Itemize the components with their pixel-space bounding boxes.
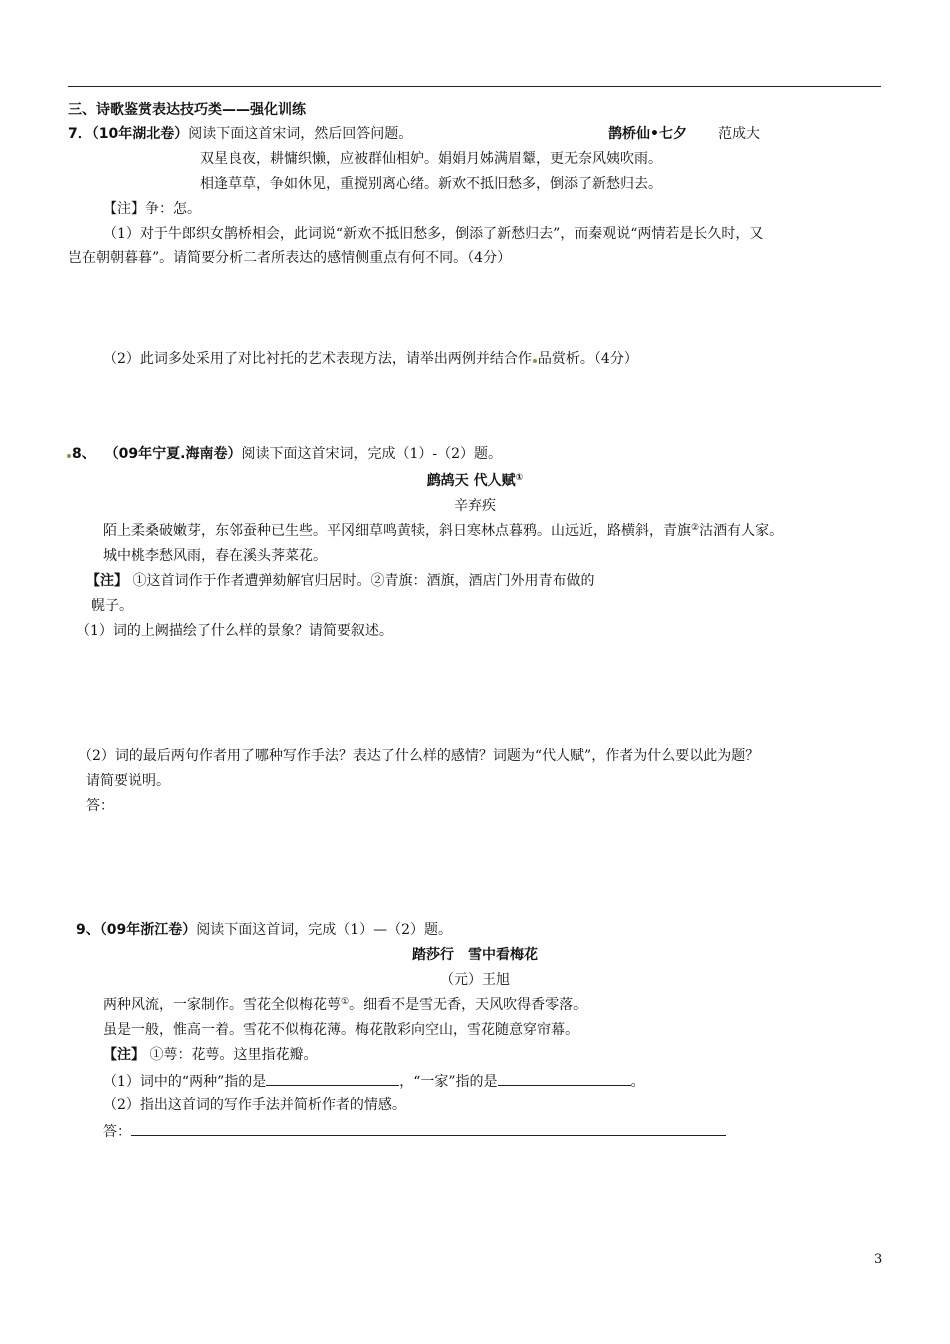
- q7-header: [68, 125, 412, 143]
- q8-sub2-line-2: 请简要说明。: [86, 773, 170, 789]
- q9-poem-line-1b: 。细看不是雪无香，天风吹得香零落。: [349, 997, 588, 1013]
- q7-prompt: 阅读下面这首宋词，然后回答问题。: [188, 126, 413, 142]
- q8-note: [86, 572, 594, 590]
- q7-poem-line-2: 相逢草草，争如休见，重搅别离心绪。新欢不抵旧愁多，倒添了新愁归去。: [200, 176, 662, 192]
- q7-poem-line-1: 双星良夜，耕慵织懒，应被群仙相妒。娟娟月姊满眉颦，更无奈风姨吹雨。: [200, 151, 662, 167]
- q8-prompt: 阅读下面这首宋词，完成（1）-（2）题。: [241, 446, 503, 462]
- q9-sub2: （2）指出这首词的写作手法并简析作者的情感。: [103, 1097, 406, 1113]
- q9-line-footnote-mark: ①: [341, 997, 350, 1007]
- stray-mark-icon: [533, 359, 537, 363]
- q8-sub2-line-1: （2）词的最后两句作者用了哪种写作手法？表达了什么样的感情？词题为“代人赋”，作者为什么要以此为题？: [78, 748, 760, 764]
- q9-sub1-text-a: （1）词中的“两种”指的是: [103, 1074, 267, 1090]
- q7-number: 7．: [68, 126, 92, 142]
- header-rule: [68, 86, 881, 87]
- q9-note: [103, 1046, 317, 1064]
- q8-poem-title-text: 鹧鸪天 代人赋: [426, 473, 516, 489]
- q8-header: [66, 445, 502, 463]
- q7-source: （10年湖北卷）: [91, 126, 189, 142]
- q9-header: [76, 921, 452, 939]
- q7-note: 【注】争：怎。: [103, 201, 201, 217]
- q8-title-footnote-mark: ①: [515, 473, 524, 483]
- q9-poem-line-1: [103, 996, 587, 1014]
- q8-number: 8、: [72, 446, 96, 462]
- q7-sub2-text-a: （2）此词多处采用了对比衬托的艺术表现方法，请举出两例并结合作: [103, 351, 532, 367]
- q7-poem-title: 鹊桥仙•七夕: [608, 126, 687, 142]
- q9-poem-line-1a: 两种风流，一家制作。雪花全似梅花萼: [103, 997, 341, 1013]
- q9-note-label: 【注】: [103, 1047, 145, 1063]
- q8-poem-line-1a: 陌上柔桑破嫩芽，东邻蚕种已生些。平冈细草鸣黄犊，斜日寒林点暮鸦。山远近，路横斜，青旗: [103, 523, 691, 539]
- q7-sub1-line-1: （1）对于牛郎织女鹊桥相会，此词说“新欢不抵旧愁多，倒添了新愁归去”，而秦观说“两情若是长久时，又: [103, 226, 764, 242]
- q7-sub1-line-2: 岂在朝朝暮暮”。请简要分析二者所表达的感情侧重点有何不同。（4分）: [68, 250, 512, 266]
- q9-source: （09年浙江卷）: [99, 922, 197, 938]
- q9-answer-blank-1[interactable]: [266, 1071, 399, 1086]
- q8-source: （09年宁夏.海南卷）: [104, 446, 242, 462]
- q9-answer-blank-2[interactable]: [498, 1071, 631, 1086]
- q8-poem-line-1: [103, 522, 783, 540]
- q7-author: 范成大: [718, 126, 760, 142]
- stray-mark-icon: [67, 454, 71, 458]
- q8-author: 辛弃疾: [454, 498, 496, 514]
- q9-sub1-text-b: ，“一家”指的是: [399, 1074, 498, 1090]
- q8-line-footnote-mark: ②: [691, 523, 700, 533]
- q8-note-label: 【注】: [86, 573, 128, 589]
- q8-sub1: （1）词的上阙描绘了什么样的景象？请简要叙述。: [76, 623, 393, 639]
- q9-author: （元）王旭: [440, 972, 510, 988]
- q9-answer-label: 答：: [103, 1124, 131, 1140]
- q8-poem-line-2: 城中桃李愁风雨，春在溪头荠菜花。: [103, 548, 327, 564]
- section-title: 三、诗歌鉴赏表达技巧类——强化训练: [68, 102, 306, 118]
- q9-poem-line-2: 虽是一般，惟高一着。雪花不似梅花薄。梅花散彩向空山，雪花随意穿帘幕。: [103, 1022, 579, 1038]
- q9-sub1-text-c: 。: [630, 1074, 645, 1090]
- q8-poem-title: [0, 472, 950, 490]
- q9-prompt: 阅读下面这首词，完成（1）—（2）题。: [196, 922, 453, 938]
- q9-answer-line[interactable]: [131, 1121, 726, 1136]
- q9-note-text: ①萼：花萼。这里指花瓣。: [149, 1047, 318, 1063]
- q8-poem-line-1b: 沽酒有人家。: [699, 523, 784, 539]
- q8-note-text: ①这首词作于作者遭弹劾解官归居时。②青旗：酒旗，酒店门外用青布做的: [132, 573, 595, 589]
- q7-sub2-text-b: 品赏析。（4分）: [537, 351, 638, 367]
- q9-answer-row: [103, 1121, 726, 1141]
- page-number: 3: [874, 1252, 883, 1267]
- q8-note-continued: 幌子。: [91, 598, 133, 614]
- q9-number: 9、: [76, 922, 100, 938]
- q9-poem-title: 踏莎行 雪中看梅花: [412, 947, 538, 963]
- q7-sub2: [103, 350, 638, 368]
- q9-sub1: [103, 1071, 645, 1091]
- q8-answer-label: 答：: [86, 798, 114, 814]
